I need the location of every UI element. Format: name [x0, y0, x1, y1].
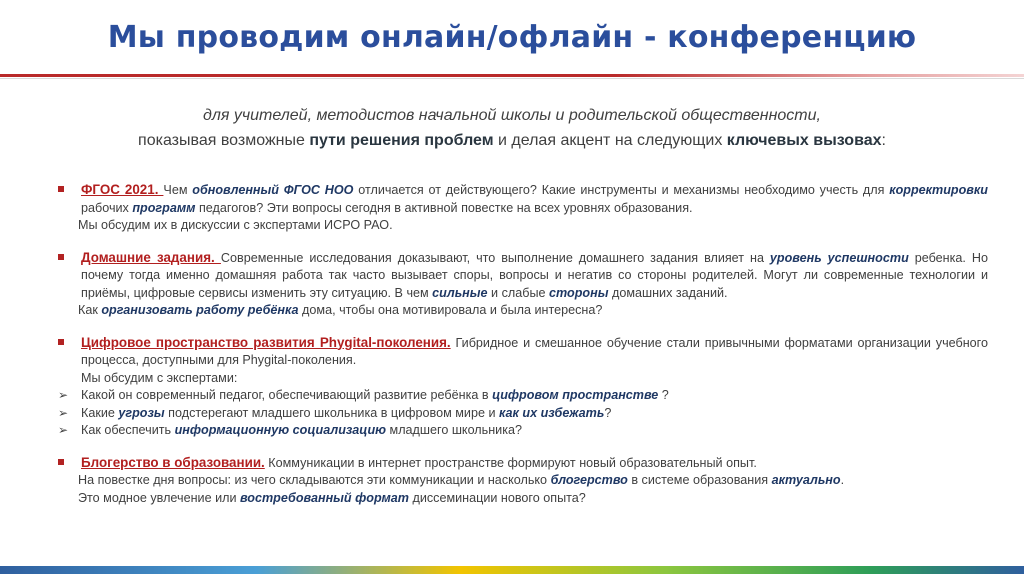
section-homework: [58, 249, 988, 320]
emphasis: блогерство: [550, 473, 628, 487]
text: ?: [658, 388, 669, 402]
checkmark-icon: ➢: [58, 405, 69, 420]
text: Какие: [81, 405, 119, 420]
text: диссеминации нового опыта?: [409, 490, 586, 505]
text: Это модное увлечение или: [78, 490, 240, 505]
intro-line-2: [0, 128, 1024, 153]
section-heading: Цифровое пространство развития Phygital-поколения.: [81, 334, 451, 350]
emphasis: корректировки: [889, 183, 988, 197]
checkmark-icon: ➢: [58, 388, 69, 402]
intro: [0, 103, 1024, 153]
emphasis: информационную социализацию: [174, 423, 387, 437]
intro-emphasis-solutions: пути решения проблем: [309, 132, 494, 149]
emphasis: актуально: [771, 473, 841, 487]
text: Гибридное и смешанное обучение стали привычными форматами организации учебного процесса, доступными для Phygital-поколения.: [81, 335, 988, 367]
list-item: [58, 422, 988, 440]
emphasis: угрозы: [118, 405, 165, 420]
square-bullet-icon: [58, 186, 64, 192]
text: Современные исследования доказывают, что выполнение домашнего задания влияет на: [220, 250, 770, 265]
text: Какой он современный педагог, обеспечивающий развитие ребёнка в: [81, 388, 493, 402]
text: Как: [78, 303, 102, 317]
section-blogging-body: [58, 454, 988, 473]
section-blogging: [58, 454, 988, 508]
section-heading: Блогерство в образовании.: [81, 454, 265, 470]
text: Коммуникации в интернет пространстве формируют новый образовательный опыт.: [264, 455, 757, 470]
intro-emphasis-challenges: ключевых вызовах: [726, 132, 882, 149]
section-heading: ФГОС 2021.: [81, 182, 164, 197]
text: подстерегают младшего школьника в цифровом мире и: [164, 405, 499, 420]
section-note: Мы обсудим с экспертами:: [81, 370, 238, 385]
section-fgos: [58, 181, 988, 235]
section-paragraph: [58, 490, 988, 508]
list-item: [58, 405, 988, 423]
text: рабочих: [81, 200, 133, 215]
intro-text: :: [881, 132, 886, 149]
text: отличается от действующего? Какие инструменты и механизмы необходимо учесть для: [353, 183, 890, 197]
title-underline: [0, 74, 1024, 77]
text: Чем: [163, 183, 193, 197]
section-fgos-body: [58, 181, 988, 217]
emphasis: как их избежать: [498, 405, 605, 420]
intro-line-1: для учителей, методистов начальной школы и родительской общественности,: [203, 107, 821, 124]
text: Как обеспечить: [81, 423, 175, 437]
intro-text: и делая акцент на следующих: [493, 132, 727, 149]
emphasis: востребованный формат: [239, 490, 409, 505]
page-title: Мы проводим онлайн/офлайн - конференцию: [107, 20, 917, 55]
intro-text: показывая возможные: [138, 132, 310, 149]
text: дома, чтобы она мотивировала и была интересна?: [298, 303, 603, 317]
emphasis: сильные: [432, 285, 488, 300]
content: [58, 181, 988, 521]
square-bullet-icon: [58, 459, 64, 465]
list-item: [58, 387, 988, 405]
text: младшего школьника?: [386, 423, 522, 437]
emphasis: организовать работу ребёнка: [101, 303, 299, 317]
checkmark-icon: ➢: [58, 423, 69, 437]
title-underline-shadow: [0, 78, 1024, 79]
text: На повестке дня вопросы: из чего складываются эти коммуникации и насколько: [78, 473, 551, 487]
section-note: Мы обсудим их в дискуссии с экспертами ИСРО РАО.: [78, 218, 393, 232]
square-bullet-icon: [58, 254, 64, 260]
emphasis: обновленный ФГОС НОО: [192, 183, 354, 197]
text: домашних заданий.: [608, 285, 728, 300]
emphasis: стороны: [549, 285, 609, 300]
section-paragraph: [58, 472, 988, 490]
section-question: [58, 302, 988, 320]
section-digital: [58, 334, 988, 440]
text: .: [840, 473, 845, 487]
section-heading: Домашние задания.: [81, 249, 221, 265]
text: педагогов? Эти вопросы сегодня в активной повестке на всех уровнях образования.: [195, 200, 693, 215]
text: ?: [604, 405, 612, 420]
text: в системе образования: [627, 473, 772, 487]
section-digital-body: [58, 334, 988, 370]
text: и слабые: [487, 285, 549, 300]
section-homework-body: [58, 249, 988, 303]
emphasis: цифровом пространстве: [492, 388, 659, 402]
emphasis: уровень успешности: [769, 250, 909, 265]
square-bullet-icon: [58, 339, 64, 345]
emphasis: программ: [132, 200, 196, 215]
decorative-bottom-bar: [0, 566, 1024, 574]
text: ребенка. Но почему тогда именно домашняя работа так часто вызывает споры, вопросы и негатив со стороны родителей. Могут ли современные технологии и приёмы, цифровые сервисы изменить эту ситуацию. В чем: [81, 250, 988, 300]
